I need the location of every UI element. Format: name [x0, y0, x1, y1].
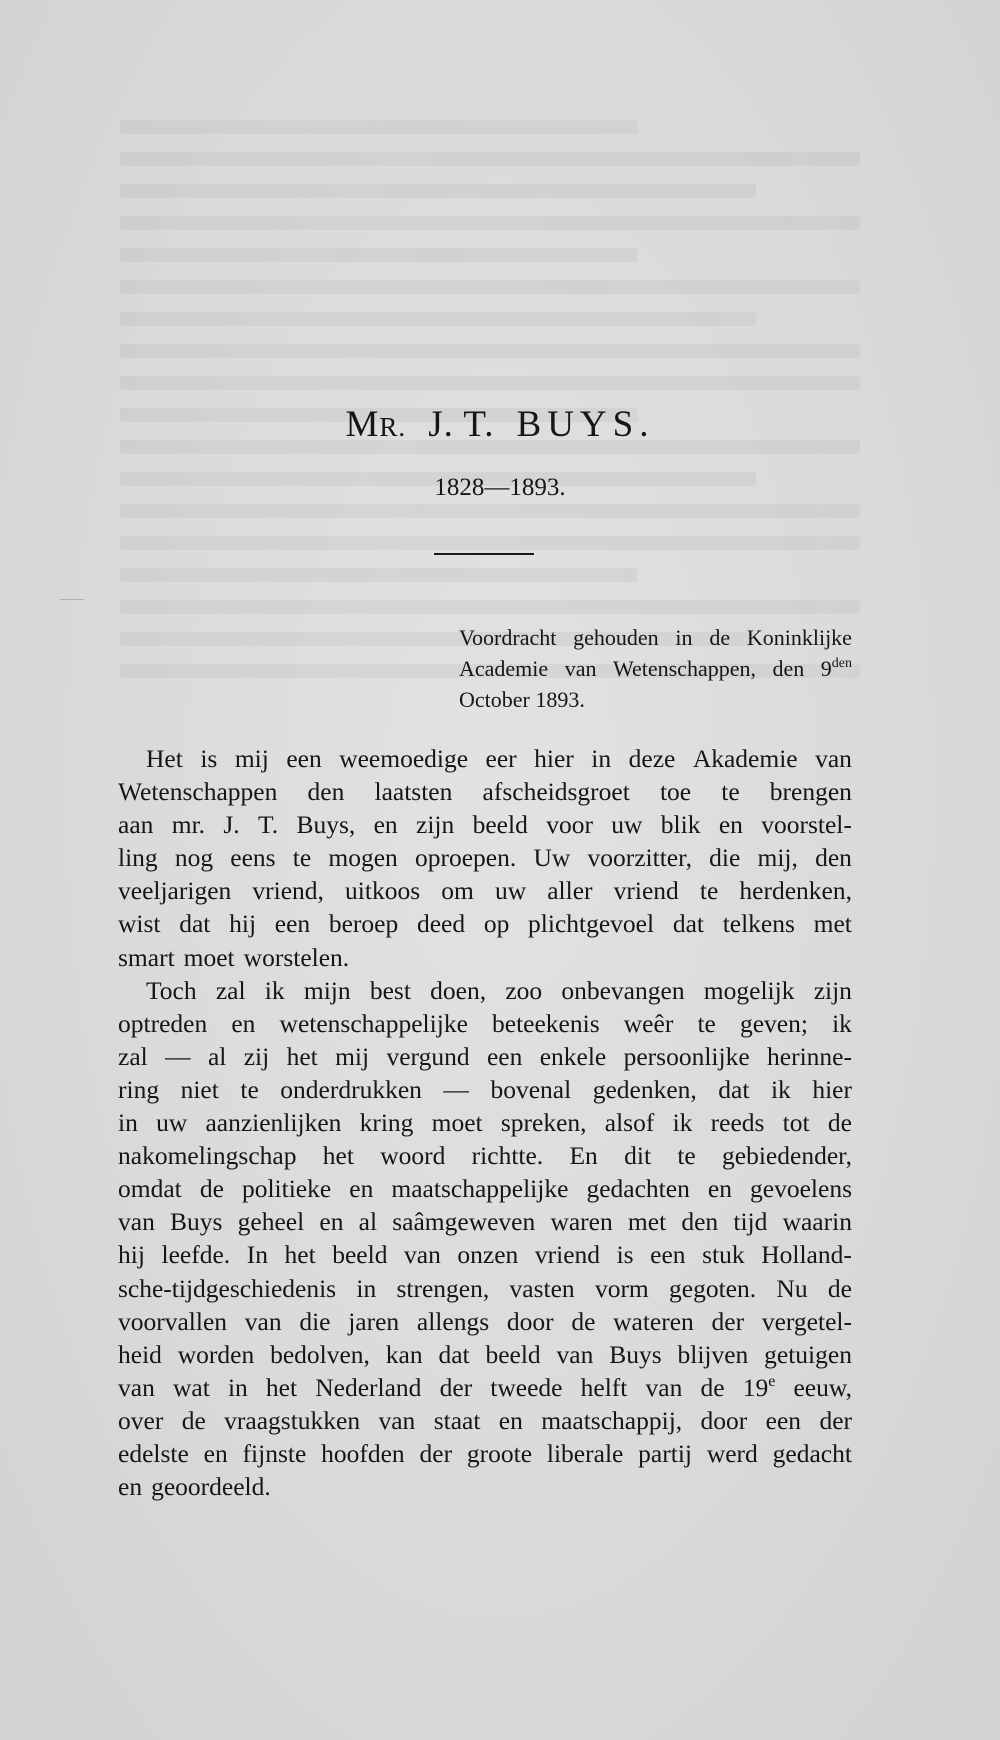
text-line: ling nog eens te mogen oproepen. Uw voorzitter, die mij, den: [118, 843, 852, 873]
text-line: zal — al zij het mij vergund een enkele persoonlijke herinne-: [118, 1041, 852, 1071]
note-line: October 1893.: [459, 687, 585, 712]
text-line: sche-tijdgeschiedenis in strengen, vasten vorm gegoten. Nu de: [118, 1273, 852, 1303]
title-prefix-rest: R.: [379, 412, 407, 442]
text-line: voorvallen van die jaren allengs door de wateren der vergetel-: [118, 1306, 852, 1336]
text-line: over de vraagstukken van staat en maatschappij, door een der: [118, 1405, 852, 1435]
text-line: van Buys geheel en al saâmgeweven waren met den tijd waarin: [118, 1207, 852, 1237]
text-line: Wetenschappen den laatsten afscheidsgroet toe te brengen: [118, 777, 852, 807]
page-title: [0, 406, 1000, 443]
title-initials: J. T.: [428, 404, 495, 445]
text-line: omdat de politieke en maatschappelijke gedachten en gevoelens: [118, 1174, 852, 1204]
text-line: smart moet worstelen.: [118, 942, 350, 972]
text-line: wist dat hij een beroep deed op plichtgevoel dat telkens met: [118, 909, 852, 939]
text-line: nakomelingschap het woord richtte. En dit te gebiedender,: [118, 1141, 852, 1171]
title-surname: BUYS.: [516, 404, 655, 445]
note-line: Voordracht gehouden in de Koninklijke: [459, 625, 852, 650]
title-prefix-initial: M: [345, 404, 380, 445]
lecture-note: [459, 622, 852, 715]
paragraph: [118, 974, 852, 1504]
margin-mark: [60, 599, 84, 600]
text-line: in uw aanzienlijken kring moet spreken, alsof ik reeds tot de: [118, 1108, 852, 1138]
text-line: van wat in het Nederland der tweede helft van de 19e eeuw,: [118, 1372, 852, 1402]
text-line: edelste en fijnste hoofden der groote liberale partij werd gedacht: [118, 1438, 852, 1468]
text-line: aan mr. J. T. Buys, en zijn beeld voor uw blik en voorstel-: [118, 810, 852, 840]
text-line: en geoordeeld.: [118, 1472, 271, 1502]
paragraph: [118, 742, 852, 974]
text-line: hij leefde. In het beeld van onzen vriend is een stuk Holland-: [118, 1240, 852, 1270]
text-line: veeljarigen vriend, uitkoos om uw aller vriend te herdenken,: [118, 876, 852, 906]
title-divider: [434, 553, 534, 555]
body-text: [118, 742, 852, 1503]
note-date: $9^{den}$: [820, 656, 852, 681]
text-line: heid worden bedolven, kan dat beeld van Buys blijven getuigen: [118, 1339, 852, 1369]
text-line: Toch zal ik mijn best doen, zoo onbevangen mogelijk zijn: [146, 975, 852, 1005]
life-years: 1828—1893.: [434, 474, 566, 501]
text-line: Het is mij een weemoedige eer hier in deze Akademie van: [146, 744, 852, 773]
century-superscript: e: [768, 1372, 776, 1390]
note-line: Academie van Wetenschappen, den $9^{den}$: [459, 653, 852, 684]
text-line: optreden en wetenschappelijke beteekenis weêr te geven; ik: [118, 1008, 852, 1038]
text-line: ring niet te onderdrukken — bovenal gedenken, dat ik hier: [118, 1074, 852, 1104]
